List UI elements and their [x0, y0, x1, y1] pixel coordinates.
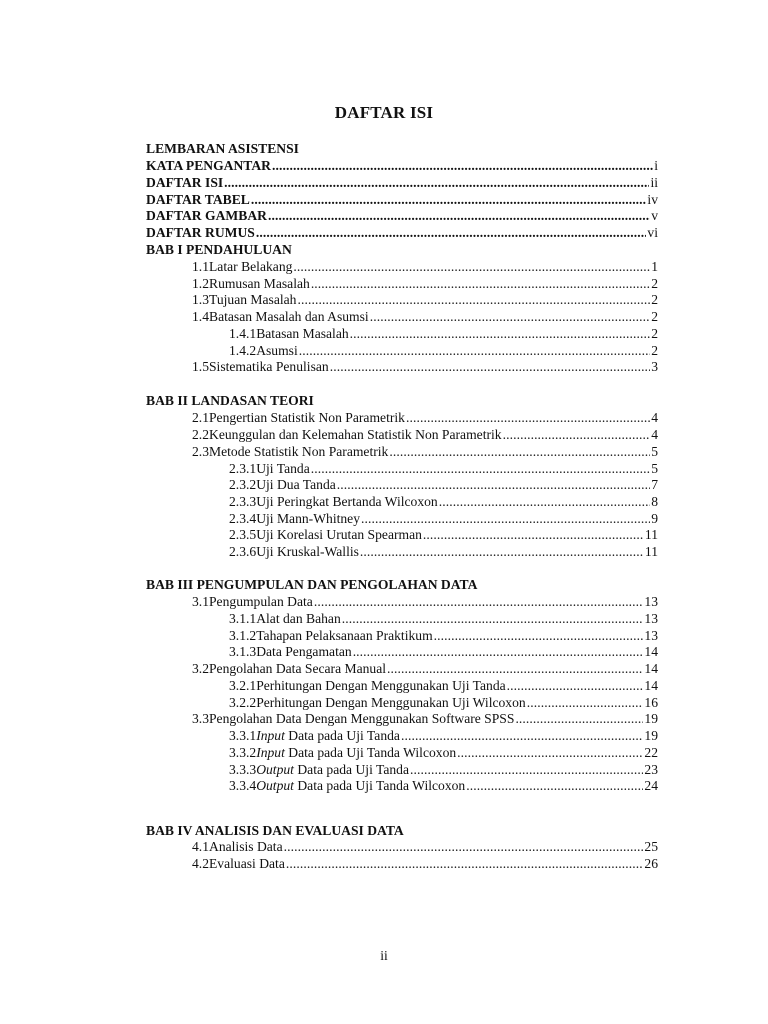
toc-entry-number: 2.3.2: [229, 477, 257, 492]
toc-entry-2-3-4[interactable]: [229, 511, 658, 528]
toc-entry-emphasis: Output: [256, 778, 294, 793]
toc-entry-text: Evaluasi Data: [209, 856, 285, 871]
toc-entry-number: 1.1: [192, 259, 209, 274]
leader-dots: [360, 544, 644, 561]
toc-entry-3-3-4[interactable]: [229, 778, 658, 795]
leader-dots: [507, 678, 644, 695]
toc-entry-text: Uji Kruskal-Wallis: [256, 544, 359, 559]
toc-entry-page: 5: [651, 461, 658, 476]
toc-entry-text: Data Pengamatan: [256, 644, 352, 659]
toc-entry-page: 2: [651, 326, 658, 341]
toc-entry-number: 1.4.2: [229, 343, 257, 358]
toc-entry-emphasis: Output: [256, 762, 294, 777]
leader-dots: [284, 839, 644, 856]
toc-entry-text: Metode Statistik Non Parametrik: [209, 444, 389, 459]
toc-entry-2-3[interactable]: [192, 444, 658, 461]
leader-dots: [272, 158, 653, 175]
leader-dots: [297, 292, 650, 309]
toc-entry-number: 3.3.2: [229, 745, 257, 760]
toc-entry-number: 3.3.4: [229, 778, 257, 793]
toc-entry-page: 25: [644, 839, 658, 854]
toc-entry-text: LEMBARAN ASISTENSI: [146, 141, 299, 156]
toc-entry-text: Pengolahan Data Dengan Menggunakan Software SPSS: [209, 711, 515, 726]
toc-entry-emphasis: Input: [256, 745, 285, 760]
toc-entry-text: Alat dan Bahan: [256, 611, 341, 626]
toc-entry-text: Asumsi: [256, 343, 298, 358]
toc-entry-3-3-3[interactable]: [229, 762, 658, 779]
toc-entry-1-1[interactable]: [192, 259, 658, 276]
toc-entry-number: 2.3.1: [229, 461, 257, 476]
chapter-heading-text: BAB IV ANALISIS DAN EVALUASI DATA: [146, 823, 404, 838]
toc-entry-4-2[interactable]: [192, 856, 658, 873]
toc-entry-3-1[interactable]: [192, 594, 658, 611]
leader-dots: [370, 309, 651, 326]
toc-entry-text: Uji Korelasi Urutan Spearman: [256, 527, 422, 542]
toc-entry-page: 16: [644, 695, 658, 710]
leader-dots: [268, 208, 650, 225]
toc-entry-page: i: [654, 158, 658, 173]
toc-entry-number: 2.3.3: [229, 494, 257, 509]
page-title: DAFTAR ISI: [334, 103, 434, 122]
page-number-footer: ii: [380, 948, 388, 963]
toc-entry-page: 13: [644, 611, 658, 626]
toc-entry-rest: Data pada Uji Tanda: [284, 728, 400, 743]
toc-entry-text: Analisis Data: [209, 839, 283, 854]
toc-entry-2-3-6[interactable]: [229, 544, 658, 561]
toc-entry-2-2[interactable]: [192, 427, 658, 444]
toc-entry-3-1-2[interactable]: [229, 628, 658, 645]
toc-entry-text: Tahapan Pelaksanaan Praktikum: [256, 628, 433, 643]
toc-entry-number: 3.1: [192, 594, 209, 609]
leader-dots: [353, 644, 644, 661]
chapter-heading-bab2[interactable]: [146, 393, 658, 410]
toc-entry-text: Uji Dua Tanda: [256, 477, 336, 492]
toc-entry-3-2-1[interactable]: [229, 678, 658, 695]
toc-entry-page: 1: [651, 259, 658, 274]
chapter-heading-text: BAB III PENGUMPULAN DAN PENGOLAHAN DATA: [146, 577, 478, 592]
toc-entry-number: 4.1: [192, 839, 209, 854]
chapter-heading-bab3[interactable]: [146, 577, 658, 594]
toc-entry-number: 3.2: [192, 661, 209, 676]
toc-entry-page: 13: [644, 628, 658, 643]
toc-entry-text: DAFTAR GAMBAR: [146, 208, 267, 223]
toc-entry-page: 14: [644, 661, 658, 676]
toc-entry-number: 4.2: [192, 856, 209, 871]
toc-entry-text: Latar Belakang: [209, 259, 293, 274]
toc-entry-number: 2.3.5: [229, 527, 257, 542]
toc-entry-page: 2: [651, 276, 658, 291]
toc-entry-page: 8: [651, 494, 658, 509]
toc-entry-number: 3.3.1: [229, 728, 257, 743]
toc-entry-page: 3: [651, 359, 658, 374]
toc-entry-text: Batasan Masalah: [256, 326, 349, 341]
toc-entry-text: KATA PENGANTAR: [146, 158, 271, 173]
toc-entry-emphasis: Input: [256, 728, 285, 743]
leader-dots: [299, 343, 650, 360]
leader-dots: [350, 326, 651, 343]
toc-entry-number: 2.3: [192, 444, 209, 459]
toc-entry-page: 2: [651, 343, 658, 358]
leader-dots: [387, 661, 643, 678]
toc-entry-page: 9: [651, 511, 658, 526]
toc-entry-page: 2: [651, 292, 658, 307]
leader-dots: [406, 410, 650, 427]
toc-entry-text: Sistematika Penulisan: [209, 359, 329, 374]
toc-entry-text: Rumusan Masalah: [209, 276, 310, 291]
chapter-heading-text: BAB I PENDAHULUAN: [146, 242, 292, 257]
leader-dots: [311, 461, 650, 478]
toc-entry-text: Uji Mann-Whitney: [256, 511, 361, 526]
leader-dots: [342, 611, 644, 628]
toc-entry-4-1[interactable]: [192, 839, 658, 856]
toc-front-lembaran-asistensi[interactable]: [146, 141, 658, 158]
leader-dots: [457, 745, 643, 762]
leader-dots: [224, 175, 649, 192]
toc-entry-page: 19: [644, 728, 658, 743]
leader-dots: [256, 225, 647, 242]
toc-front-daftar-rumus[interactable]: [146, 225, 658, 242]
toc-entry-text: DAFTAR ISI: [146, 175, 224, 190]
leader-dots: [293, 259, 650, 276]
leader-dots: [410, 762, 643, 779]
toc-entry-text: [256, 778, 465, 795]
toc-entry-number: 1.3: [192, 292, 209, 307]
toc-entry-3-3-1[interactable]: [229, 728, 658, 745]
leader-dots: [434, 628, 644, 645]
toc-entry-page: 19: [644, 711, 658, 726]
toc-entry-page: 2: [651, 309, 658, 324]
toc-entry-1-2[interactable]: [192, 276, 658, 293]
toc-entry-number: 3.1.3: [229, 644, 257, 659]
toc-entry-text: Tujuan Masalah: [209, 292, 297, 307]
toc-entry-number: 3.2.1: [229, 678, 257, 693]
toc-entry-2-3-1[interactable]: [229, 461, 658, 478]
toc-entry-page: 4: [651, 427, 658, 442]
toc-entry-text: Uji Peringkat Bertanda Wilcoxon: [256, 494, 438, 509]
toc-entry-number: 1.4.1: [229, 326, 257, 341]
toc-entry-rest: Data pada Uji Tanda Wilcoxon: [293, 778, 466, 793]
leader-dots: [311, 276, 650, 293]
toc-entry-text: Pengolahan Data Secara Manual: [209, 661, 387, 676]
leader-dots: [337, 477, 650, 494]
toc-entry-number: 3.3.3: [229, 762, 257, 777]
toc-entry-2-3-5[interactable]: [229, 527, 658, 544]
toc-front-daftar-isi[interactable]: [146, 175, 658, 192]
toc-entry-page: 11: [644, 544, 658, 559]
toc-entry-page: 4: [651, 410, 658, 425]
toc-entry-1-5[interactable]: [192, 359, 658, 376]
toc-entry-1-4-2[interactable]: [229, 343, 658, 360]
toc-entry-page: 14: [644, 678, 658, 693]
toc-entry-text: Pengumpulan Data: [209, 594, 313, 609]
toc-entry-text: Uji Tanda: [256, 461, 310, 476]
leader-dots: [515, 711, 643, 728]
toc-entry-number: 2.1: [192, 410, 209, 425]
toc-entry-text: Pengertian Statistik Non Parametrik: [209, 410, 405, 425]
toc-entry-number: 3.1.1: [229, 611, 257, 626]
toc-entry-3-1-1[interactable]: [229, 611, 658, 628]
toc-entry-text: [256, 762, 409, 779]
toc-entry-3-3[interactable]: [192, 711, 658, 728]
toc-entry-number: 1.2: [192, 276, 209, 291]
toc-entry-text: [256, 728, 400, 745]
toc-entry-3-2[interactable]: [192, 661, 658, 678]
toc-entry-1-3[interactable]: [192, 292, 658, 309]
toc-entry-page: 7: [651, 477, 658, 492]
toc-entry-page: 13: [644, 594, 658, 609]
leader-dots: [401, 728, 643, 745]
toc-entry-page: v: [651, 208, 658, 223]
leader-dots: [466, 778, 643, 795]
toc-front-kata-pengantar[interactable]: [146, 158, 658, 175]
toc-entry-2-3-3[interactable]: [229, 494, 658, 511]
toc-entry-number: 1.5: [192, 359, 209, 374]
chapter-heading-bab4[interactable]: [146, 823, 658, 840]
toc-entry-text: Keunggulan dan Kelemahan Statistik Non Parametrik: [209, 427, 502, 442]
leader-dots: [361, 511, 650, 528]
toc-entry-page: ii: [650, 175, 658, 190]
toc-entry-number: 1.4: [192, 309, 209, 324]
toc-entry-page: 23: [644, 762, 658, 777]
toc-entry-text: DAFTAR RUMUS: [146, 225, 255, 240]
toc-entry-number: 2.2: [192, 427, 209, 442]
toc-front-daftar-gambar[interactable]: [146, 208, 658, 225]
toc-entry-number: 2.3.4: [229, 511, 257, 526]
toc-entry-number: 3.1.2: [229, 628, 257, 643]
leader-dots: [439, 494, 650, 511]
leader-dots: [286, 856, 644, 873]
toc-entry-text: Perhitungan Dengan Menggunakan Uji Tanda: [256, 678, 506, 693]
toc-entry-number: 3.2.2: [229, 695, 257, 710]
toc-entry-page: iv: [647, 192, 658, 207]
toc-entry-rest: Data pada Uji Tanda Wilcoxon: [284, 745, 457, 760]
leader-dots: [314, 594, 644, 611]
toc-entry-text: [256, 745, 456, 762]
toc-entry-page: 26: [644, 856, 658, 871]
leader-dots: [330, 359, 651, 376]
toc-entry-3-1-3[interactable]: [229, 644, 658, 661]
toc-entry-1-4[interactable]: [192, 309, 658, 326]
toc-entry-rest: Data pada Uji Tanda: [293, 762, 410, 777]
leader-dots: [389, 444, 650, 461]
toc-entry-2-3-2[interactable]: [229, 477, 658, 494]
toc-entry-page: vi: [647, 225, 658, 240]
leader-dots: [527, 695, 644, 712]
toc-entry-text: Perhitungan Dengan Menggunakan Uji Wilcoxon: [256, 695, 526, 710]
toc-entry-text: Batasan Masalah dan Asumsi: [209, 309, 369, 324]
leader-dots: [251, 192, 647, 209]
toc-entry-page: 22: [644, 745, 658, 760]
toc-entry-page: 14: [644, 644, 658, 659]
toc-entry-page: 5: [651, 444, 658, 459]
toc-entry-number: 3.3: [192, 711, 209, 726]
toc-front-daftar-tabel[interactable]: [146, 192, 658, 209]
chapter-heading-bab1[interactable]: [146, 242, 658, 259]
toc-entry-number: 2.3.6: [229, 544, 257, 559]
toc-entry-text: DAFTAR TABEL: [146, 192, 250, 207]
leader-dots: [423, 527, 644, 544]
chapter-heading-text: BAB II LANDASAN TEORI: [146, 393, 314, 408]
toc-entry-2-1[interactable]: [192, 410, 658, 427]
toc-entry-1-4-1[interactable]: [229, 326, 658, 343]
leader-dots: [503, 427, 651, 444]
toc-entry-3-3-2[interactable]: [229, 745, 658, 762]
toc-entry-page: 11: [644, 527, 658, 542]
toc-entry-page: 24: [644, 778, 658, 793]
toc-entry-3-2-2[interactable]: [229, 695, 658, 712]
